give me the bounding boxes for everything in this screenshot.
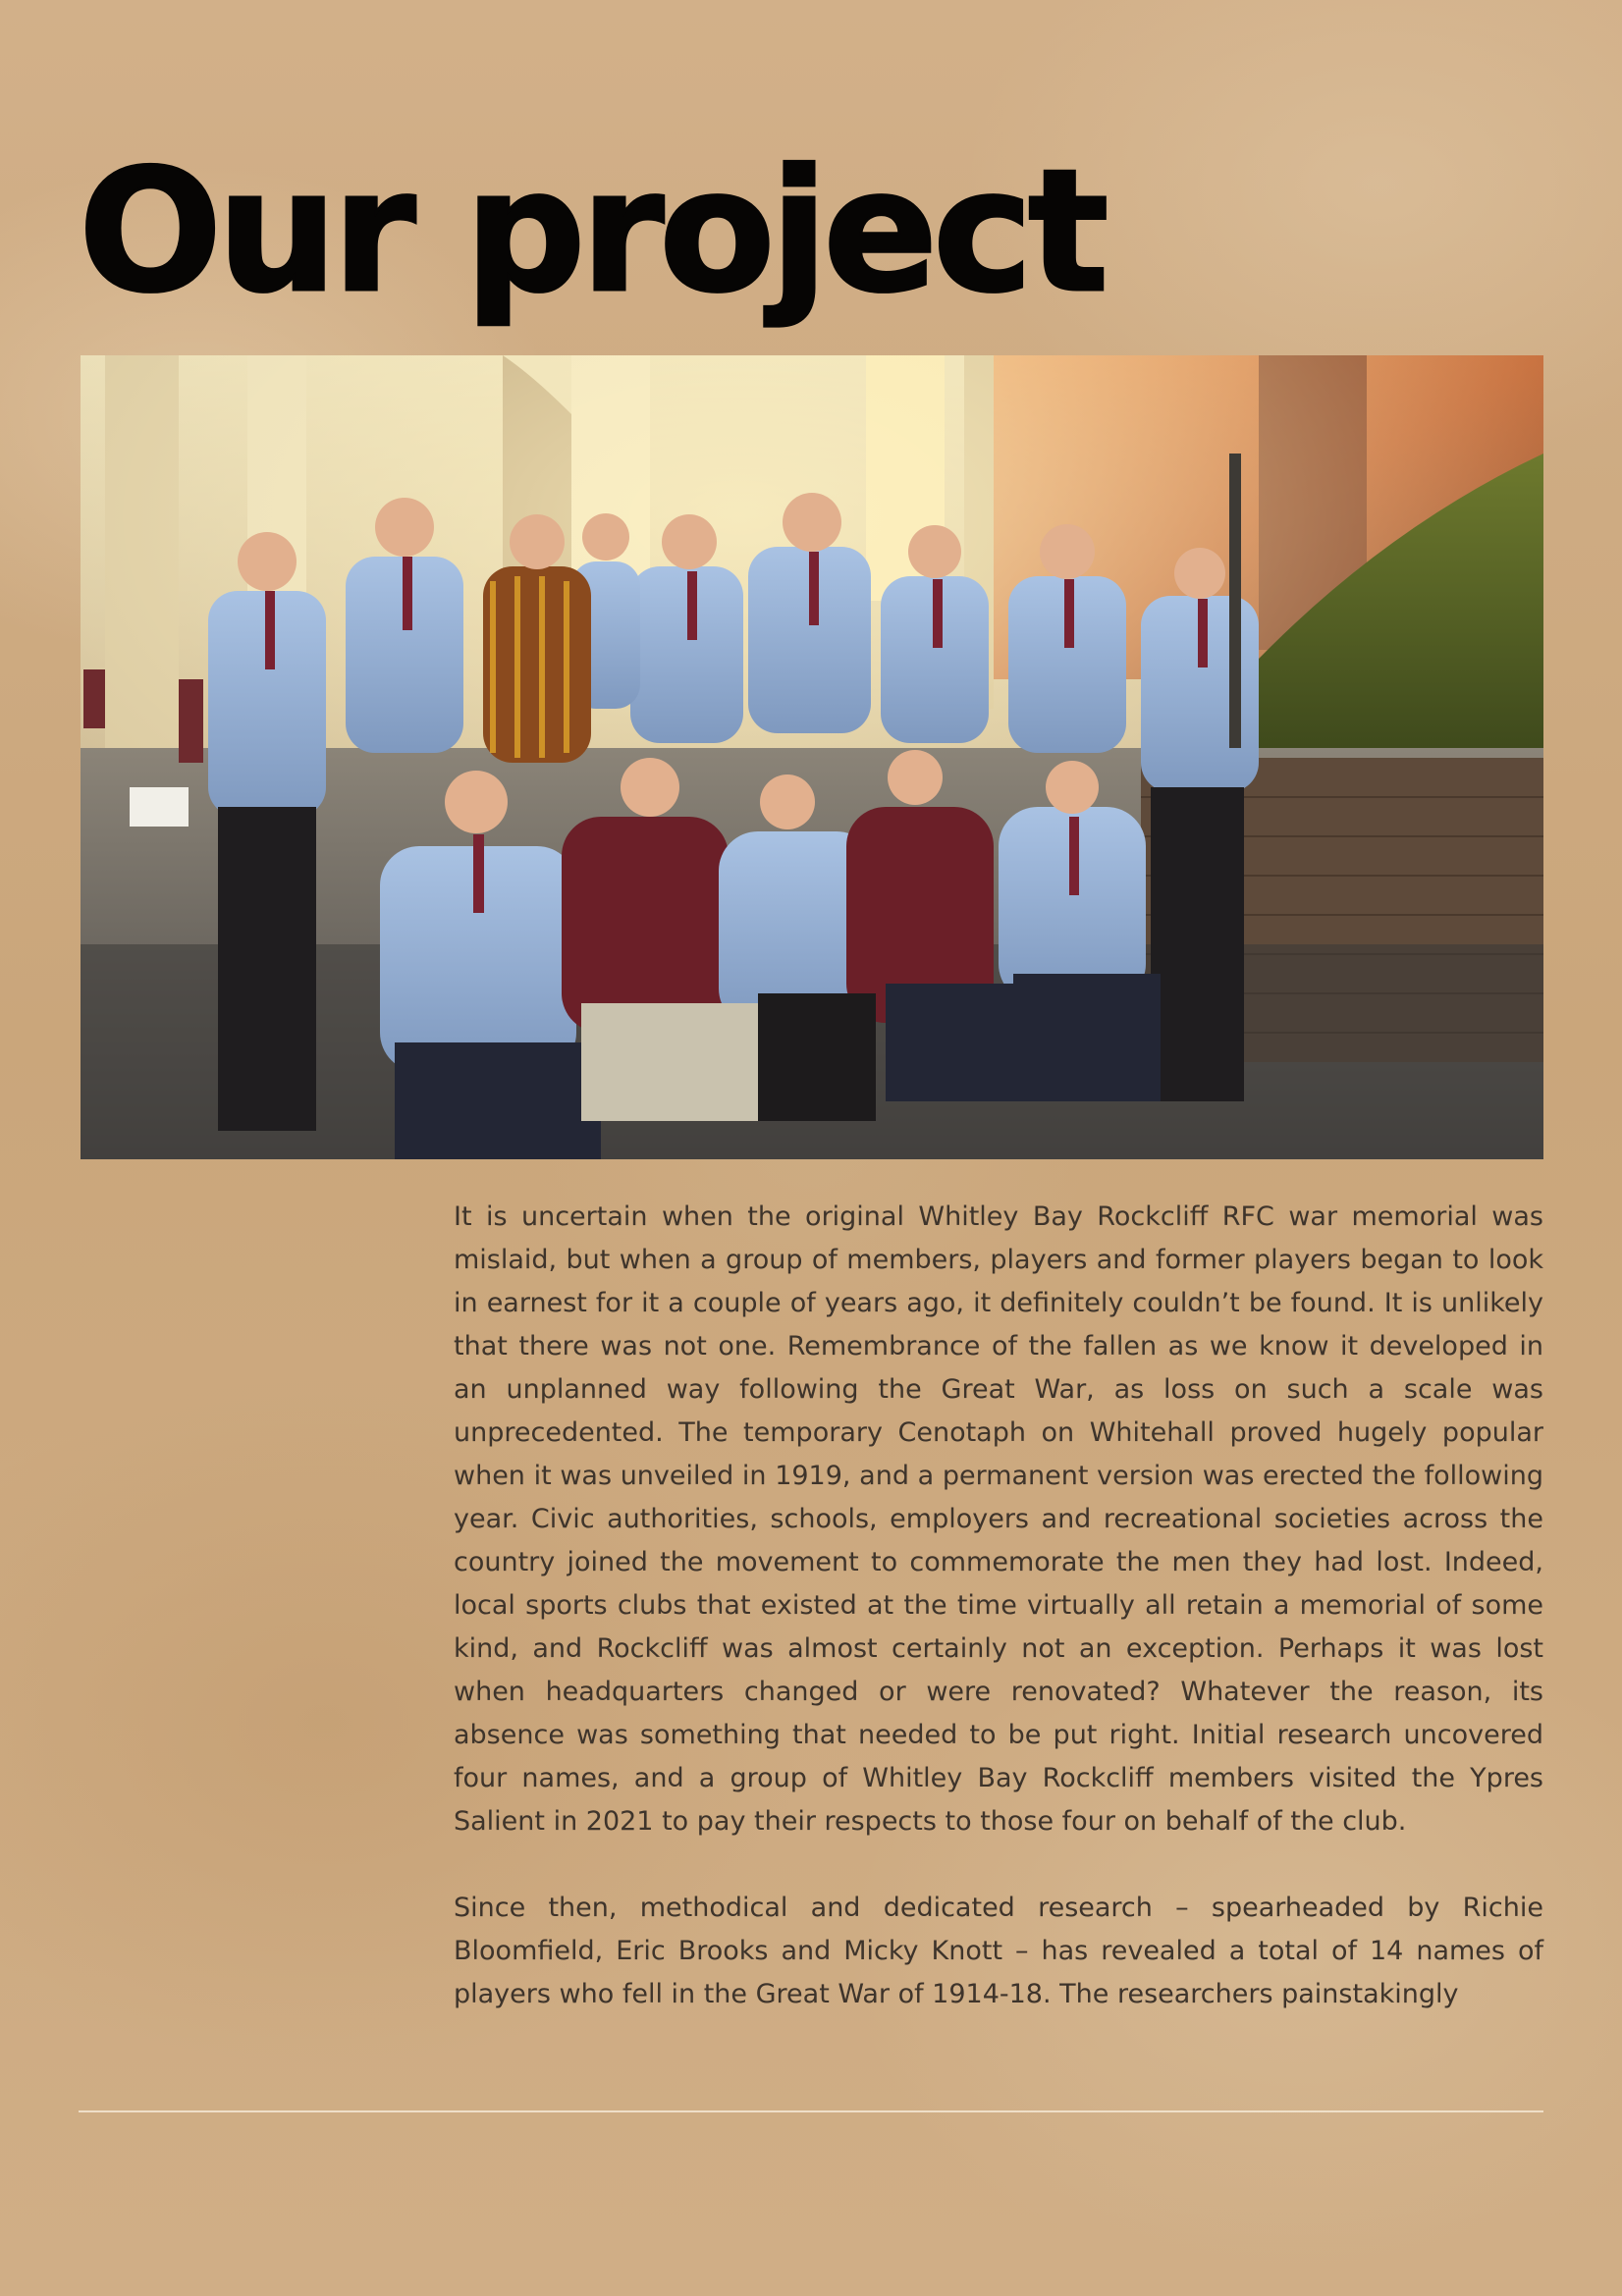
group-photo — [81, 355, 1543, 1159]
group-photo-illustration — [81, 355, 1543, 1159]
article-paragraph-1: It is uncertain when the original Whitley Bay Rockcliff RFC war memorial was mislaid, but when a group of members, players and former players began to look in earnest for it a couple of years ago, it definitely couldn’t be found. It is unlikely that there was not one. Remembrance of the fallen as we know it developed in an unplanned way following the Great War, as loss on such a scale was unprecedented. The temporary Cenotaph on Whitehall proved hugely popular when it was unveiled in 1919, and a permanent version was erected the following year. Civic authorities, schools, employers and recreational societies across the country joined the movement to commemorate the men they had lost. Indeed, local sports clubs that existed at the time virtually all retain a memorial of some kind, and Rockcliff was almost certainly not an exception. Perhaps it was lost when headquarters changed or were renovated? Whatever the reason, its absence was something that needed to be put right. Initial research uncovered four names, and a group of Whitley Bay Rockcliff members visited the Ypres Salient in 2021 to pay their respects to those four on behalf of the club. — [454, 1201, 1543, 1837]
article-paragraph-2: Since then, methodical and dedicated research – spearheaded by Richie Bloomfield, Eric Brooks and Micky Knott – has revealed a total of 14 names of players who fell in the Great War of 1914-18. The researchers painstakingly — [454, 1893, 1543, 2009]
footer-divider — [79, 2110, 1543, 2112]
article-body — [454, 1196, 1543, 2016]
page-title: Our project — [79, 133, 1105, 330]
